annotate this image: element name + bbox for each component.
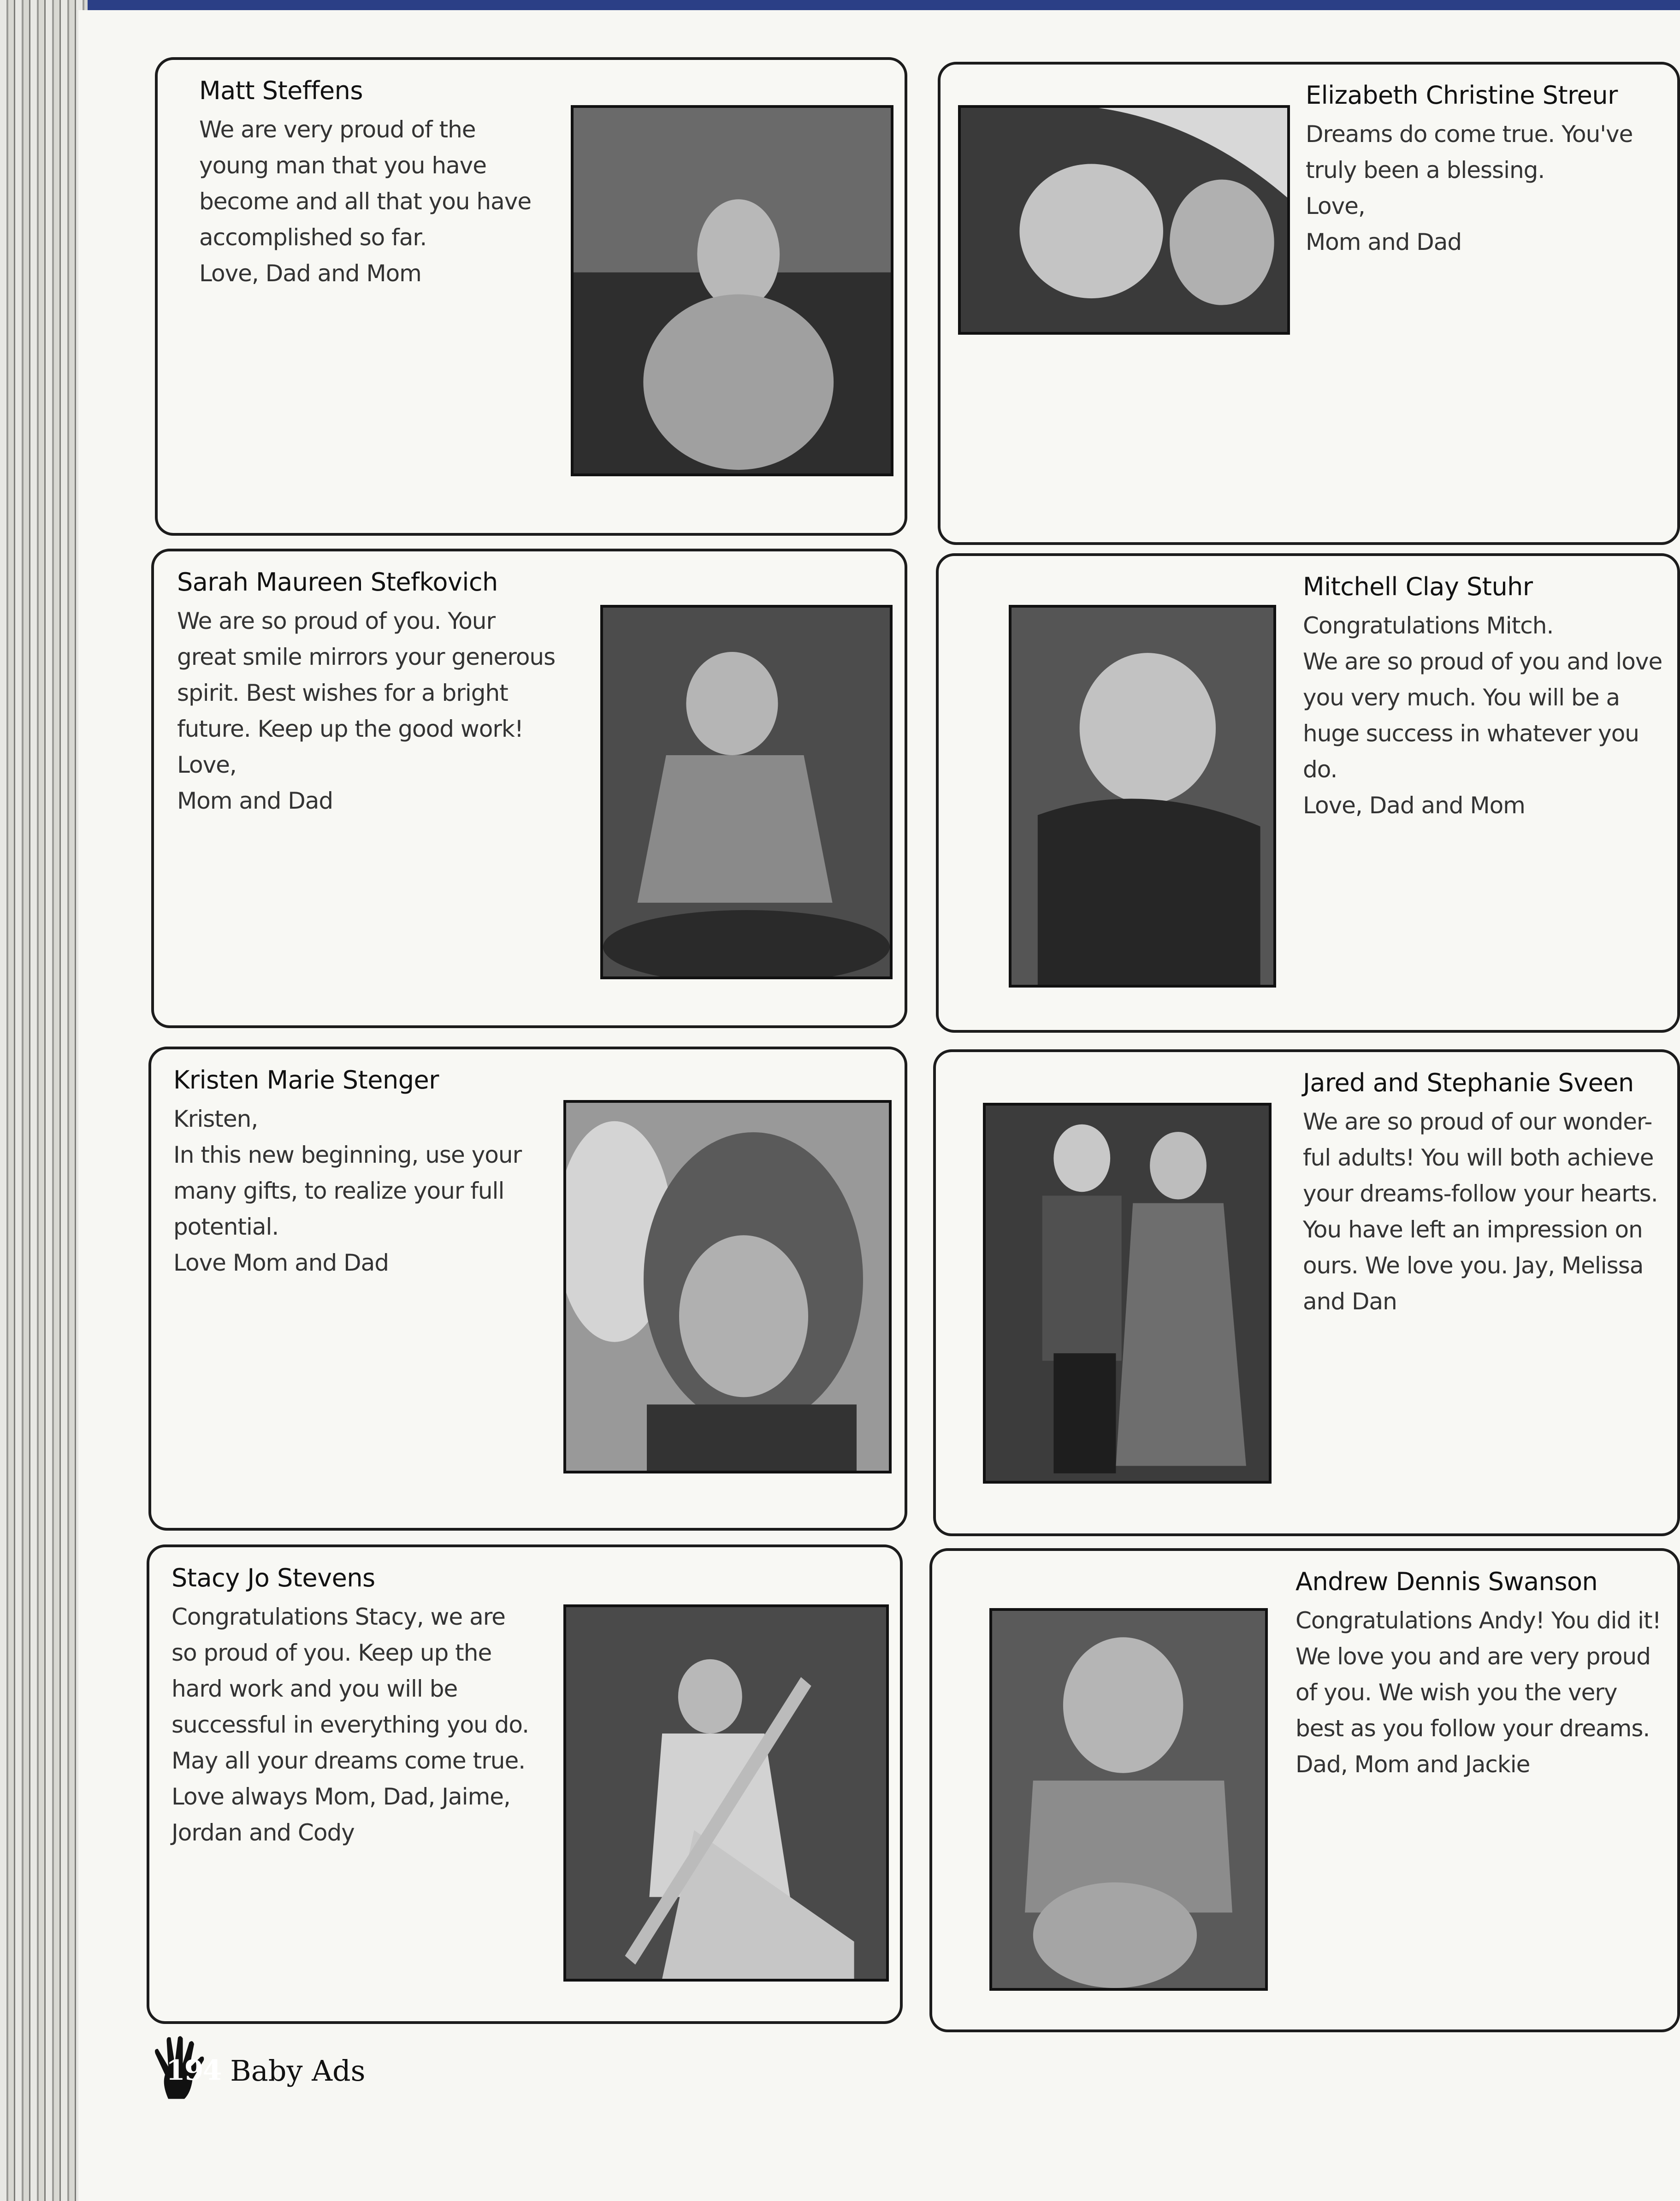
- baby-ad-card: [929, 1548, 1680, 2032]
- ad-name: Sarah Maureen Stefkovich: [177, 568, 498, 597]
- section-label: Baby Ads: [230, 2053, 366, 2088]
- ad-message: We are so proud of you. Your great smile mirrors your generous spirit. Best wishes for a bright future. Keep up the good work! Love, Mom and Dad: [177, 608, 556, 814]
- yearbook-page: [78, 10, 1680, 2201]
- ad-text: [1306, 78, 1665, 260]
- ad-message: Kristen, In this new beginning, use your many gifts, to realize your full potential. Love Mom and Dad: [173, 1106, 522, 1276]
- baby-ad-card: [148, 1047, 907, 1531]
- ad-text: [172, 1561, 540, 1851]
- baby-ad-card: [933, 1049, 1680, 1536]
- baby-photo: [958, 105, 1290, 335]
- baby-photo: [983, 1103, 1272, 1484]
- baby-photo: [563, 1100, 892, 1473]
- ad-name: Stacy Jo Stevens: [172, 1563, 375, 1592]
- baby-ad-card: [151, 549, 907, 1028]
- baby-ad-card: [147, 1544, 903, 2024]
- ad-text: [1303, 570, 1672, 823]
- ad-message: We are very proud of the young man that you have become and all that you have accomplished so far. Love, Dad and Mom: [199, 116, 532, 287]
- ad-name: Mitchell Clay Stuhr: [1303, 572, 1533, 601]
- ad-text: [1303, 1066, 1672, 1319]
- baby-photo: [989, 1608, 1268, 1991]
- ad-text: [199, 74, 568, 291]
- ad-message: Congratulations Stacy, we are so proud of you. Keep up the hard work and you will be successful in everything you do. May all your dreams come true. Love always Mom, Dad, Jaime, Jordan and Cody: [172, 1603, 529, 1846]
- ad-name: Andrew Dennis Swanson: [1295, 1567, 1598, 1596]
- ad-name: Elizabeth Christine Streur: [1306, 81, 1618, 110]
- baby-photo: [600, 605, 893, 979]
- ad-message: Dreams do come true. You've truly been a blessing. Love, Mom and Dad: [1306, 121, 1633, 255]
- baby-ad-card: [936, 553, 1680, 1033]
- ad-text: [1295, 1565, 1674, 1782]
- page-footer: [143, 2041, 365, 2100]
- baby-ad-card: [155, 57, 907, 536]
- baby-photo: [1009, 605, 1276, 988]
- book-page-edges: [0, 0, 88, 2201]
- baby-photo: [563, 1604, 889, 1982]
- baby-photo: [571, 105, 893, 476]
- ad-message: Congratulations Mitch. We are so proud of you and love you very much. You will be a huge success in whatever you do. Love, Dad and Mom: [1303, 612, 1662, 819]
- ad-message: Congratulations Andy! You did it! We love you and are very proud of you. We wish you the very best as you follow your dreams. Dad, Mom and Jackie: [1295, 1607, 1661, 1778]
- ad-text: [177, 565, 592, 819]
- baby-ad-card: [938, 62, 1680, 545]
- page-number: 194: [166, 2054, 221, 2087]
- ad-name: Jared and Stephanie Sveen: [1303, 1068, 1634, 1097]
- ad-name: Kristen Marie Stenger: [173, 1065, 439, 1095]
- ad-message: We are so proud of our wonder- ful adults! You will both achieve your dreams-follow your hearts. You have left an impression on ours. We love you. Jay, Melissa and Dan: [1303, 1108, 1658, 1315]
- ad-name: Matt Steffens: [199, 76, 363, 105]
- ad-text: [173, 1063, 551, 1281]
